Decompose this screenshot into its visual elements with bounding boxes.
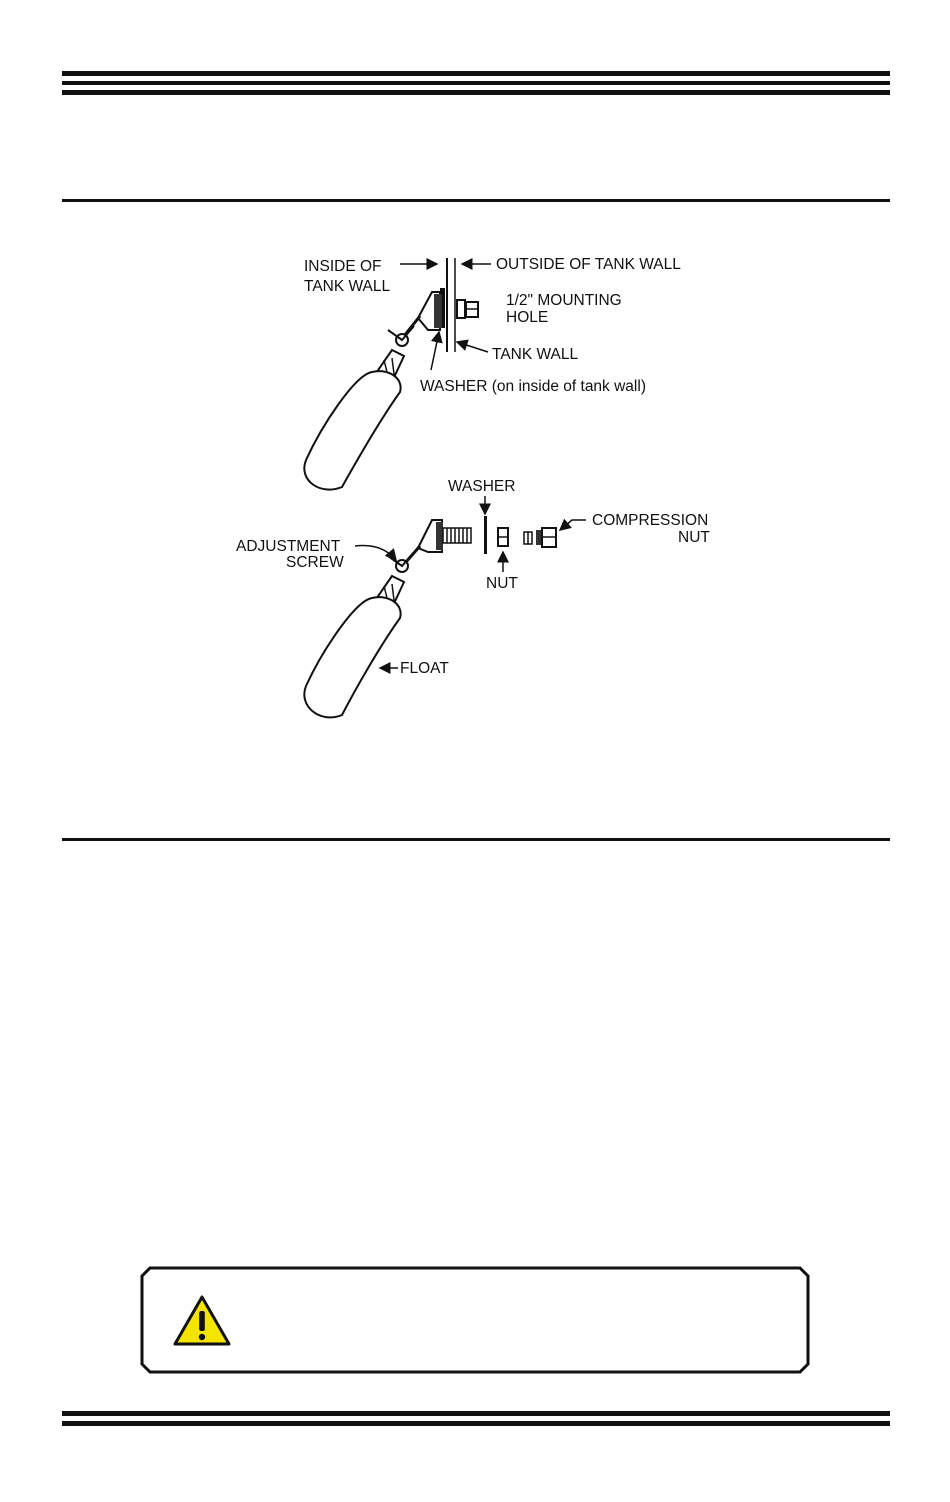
label-washer: WASHER	[448, 478, 516, 495]
label-inside-tank-wall-2: TANK WALL	[304, 278, 391, 295]
label-compression-nut-1: COMPRESSION	[592, 512, 709, 529]
label-adjustment-screw-1: ADJUSTMENT	[236, 538, 341, 555]
bottom-assembly	[304, 516, 556, 717]
footer-rule-thick	[62, 1411, 890, 1416]
label-compression-nut-2: NUT	[678, 529, 710, 546]
label-outside-tank-wall: OUTSIDE OF TANK WALL	[496, 256, 681, 273]
footer-rule-thin	[62, 1421, 890, 1426]
label-inside-tank-wall-1: INSIDE OF	[304, 258, 382, 275]
label-adjustment-screw-2: SCREW	[286, 554, 344, 571]
label-float: FLOAT	[400, 660, 449, 677]
label-washer-inside: WASHER (on inside of tank wall)	[420, 378, 646, 395]
warning-triangle-icon	[172, 1294, 232, 1348]
label-mounting-hole-2: HOLE	[506, 309, 549, 326]
label-nut: NUT	[486, 575, 518, 592]
label-tank-wall: TANK WALL	[492, 346, 579, 363]
section-rule-bottom	[62, 838, 890, 841]
label-mounting-hole-1: 1/2" MOUNTING	[506, 292, 622, 309]
warning-callout	[140, 1266, 810, 1374]
